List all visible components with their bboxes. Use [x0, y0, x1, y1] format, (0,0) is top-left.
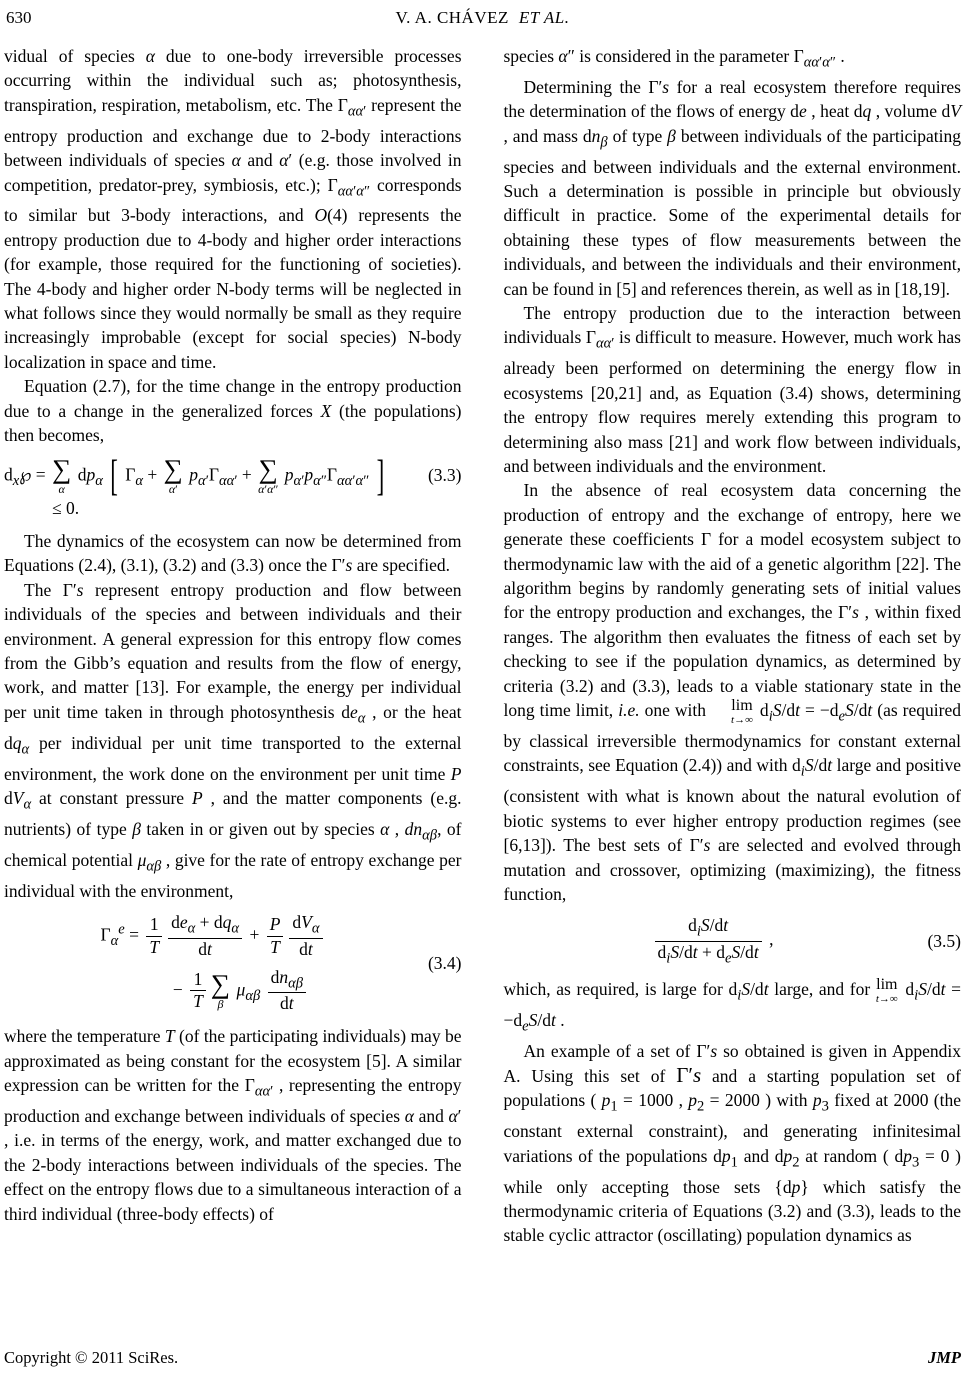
equation-3-5-label: (3.5): [927, 931, 961, 952]
equation-3-4-label: (3.4): [427, 953, 462, 974]
equation-3-3-body: $d_x℘$ = ∑ α $dp_\alpha$ [ $\Gamma_\alpha$ + ∑ α′ $p_{\alpha'}\Gamma_{\alpha\alpha'}$ + ∑ α′α″ $p_{\alpha'}p_{\alpha''}\Gamma_{\alpha\alpha'\alpha''}$ ]: [4, 452, 385, 500]
paragraph: which, as required, is large for $d_iS/dt$ large, and for lim t→∞ $d_iS/dt = -d_eS/dt$ .: [503, 975, 961, 1035]
running-title-authors: V. A. CHÁVEZ: [395, 8, 509, 27]
page-header: [4, 8, 961, 34]
equation-3-5-body: $\frac{d_iS/dt}{d_iS/dt + d_eS/dt}$ ,: [504, 915, 922, 967]
equation-3-3-continuation: ≤ 0.: [52, 498, 80, 519]
paragraph: The entropy production due to the interaction between individuals $\Gamma_{\alpha\alpha'}$ is difficult to measure. However, much work has already been performed on determining the energy flow in ecosystems [20,21] and, as Equation (3.4) shows, determining the entropy flow requires merely extending this program to determining also mass [21] and work flow between individuals, and between individuals and the environment.: [503, 303, 961, 476]
running-title-etal: ET AL.: [518, 8, 570, 27]
left-column: [4, 44, 462, 1248]
equation-3-4: [4, 912, 462, 1015]
paragraph: Determining the Γ′s for a real ecosystem therefore requires the determination of the flows of energy de , heat dq , volume dV , and mass $dn_\beta$ of type β between individuals of the participating species and between individuals and the external environment. Such a determination is possible in principle but obviously difficult in practice. Some of the experimental details for obtaining these types of flow measurements between the individuals, and between the individuals and their environment, can be found in [5] and references therein, as well as in [18,19].: [503, 76, 961, 299]
paragraph: An example of a set of Γ′s so obtained is given in Appendix A. Using this set of Γ′s and a starting population set of populations ( $p_1 = 1000$ , $p_2 = 2000$ ) with $p_3$ fixed at 2000 (the constant external constraint), and generating infinitesimal variations of the populations $dp_1$ and $dp_2$ at random ( $dp_3 = 0$ ) while only accepting those sets {dp} which satisfy the thermodynamic criteria of Equations (3.2) and (3.3), leads to the stable cyclic attractor (oscillating) population dynamics as: [503, 1040, 962, 1246]
equation-3-3-label: (3.3): [427, 465, 462, 486]
paragraph: vidual of species α due to one-body irreversible processes occurring within the individual such as; photosynthesis, transpiration, respiration, metabolism, etc. The $\Gamma_{\alpha\alpha'}$ represent the entropy production and exchange due to 2-body interactions between individuals of species α and α′ (e.g. those involved in competition, predator-prey, symbiosis, etc.); $\Gamma_{\alpha\alpha'\alpha''}$ corresponds to similar but 3-body interactions, and O(4) represents the entropy production due to 4-body and higher order interactions (for example, those required for the functioning of societies). The 4-body and higher order N-body terms will be neglected in what follows since they would normally be small as they require increasingly improbable (except for social species) N-body localization in space and time.: [4, 46, 462, 372]
paragraph: Equation (2.7), for the time change in the entropy production due to a change in the generalized forces X (the populations) then becomes,: [4, 376, 462, 446]
page-footer: [4, 1348, 961, 1368]
equation-3-4-line1: $\Gamma_\alpha^e$ = $\frac{1}{T}$ $\frac{de_\alpha + dq_\alpha}{dt}$ + $\frac{P}{T}$ $\frac{dV_\alpha}{dt}$: [4, 912, 422, 961]
two-column-body: [4, 44, 961, 1248]
paragraph: The Γ′s represent entropy production and flow between individuals of the species and between individuals and their environment. A general expression for this entropy flow comes from the Gibb’s equation and results from the flow of energy, work, and matter [13]. For example, the energy per individual per unit time taken in through photosynthesis $de_\alpha$ , or the heat $dq_\alpha$ per individual per unit time transported to the external environment, the work done on the environment per unit time P $dV_\alpha$ at constant pressure P , and the matter components (e.g. nutrients) of type β taken in or given out by species α , $dn_{\alpha\beta}$, of chemical potential $\mu_{\alpha\beta}$ , give for the rate of entropy exchange per individual with the environment,: [4, 579, 462, 901]
right-column: [504, 44, 962, 1248]
equation-3-3: [4, 452, 462, 520]
page-number: 630: [6, 8, 32, 27]
paragraph: where the temperature T (of the participating individuals) may be approximated as being constant for the ecosystem [5]. A similar expression can be written for the $\Gamma_{\alpha\alpha'}$ , representing the entropy production and exchange between individuals of species α and α′ , i.e. in terms of the energy, work, and matter exchanged due to the 2-body interactions between individuals of the species. The effect on the entropy flows due to a simultaneous interaction of a third individual (three-body effects) of: [4, 1026, 462, 1224]
copyright-notice: Copyright © 2011 SciRes.: [4, 1348, 179, 1367]
equation-3-4-line2: − $\frac{1}{T}$ ∑ β $\mu_{\alpha\beta}$ $\frac{dn_{\alpha\beta}}{dt}$: [60, 967, 422, 1016]
equation-3-4-body: [4, 912, 422, 1015]
equation-3-5: [504, 915, 962, 967]
paragraph: The dynamics of the ecosystem can now be determined from Equations (2.4), (3.1), (3.2) and (3.3) once the Γ′s are specified.: [4, 530, 462, 576]
journal-abbreviation: JMP: [928, 1348, 961, 1367]
paragraph: In the absence of real ecosystem data concerning the production of entropy and the exchange of entropy, here we generate these coefficients Γ for a model ecosystem subject to thermodynamic law with the aid of a genetic algorithm [22]. The algorithm begins by randomly generating sets of initial values for the entropy production and exchanges, the Γ′s , within fixed ranges. The algorithm then evaluates the fitness of each set by checking to see if the population dynamics, as determined by criteria (3.2) and (3.3), leads to a viable stationary state in the long time limit, i.e. one with lim t→∞ $d_iS/dt = -d_eS/dt$ (as required by classical irreversible thermodynamics for constant external constraints, see Equation (2.4)) and with $d_iS/dt$ large and positive (consistent with what is known about the natural evolution of biotic systems to ever higher entropy production regimes (see [6,13]). The best sets of Γ′s are selected and evolved through mutation and crossover, optimizing (maximizing), the fitness function,: [503, 480, 961, 904]
paragraph: species α″ is considered in the parameter $\Gamma_{\alpha\alpha'\alpha''}$ .: [503, 46, 845, 71]
running-title: [4, 8, 961, 28]
